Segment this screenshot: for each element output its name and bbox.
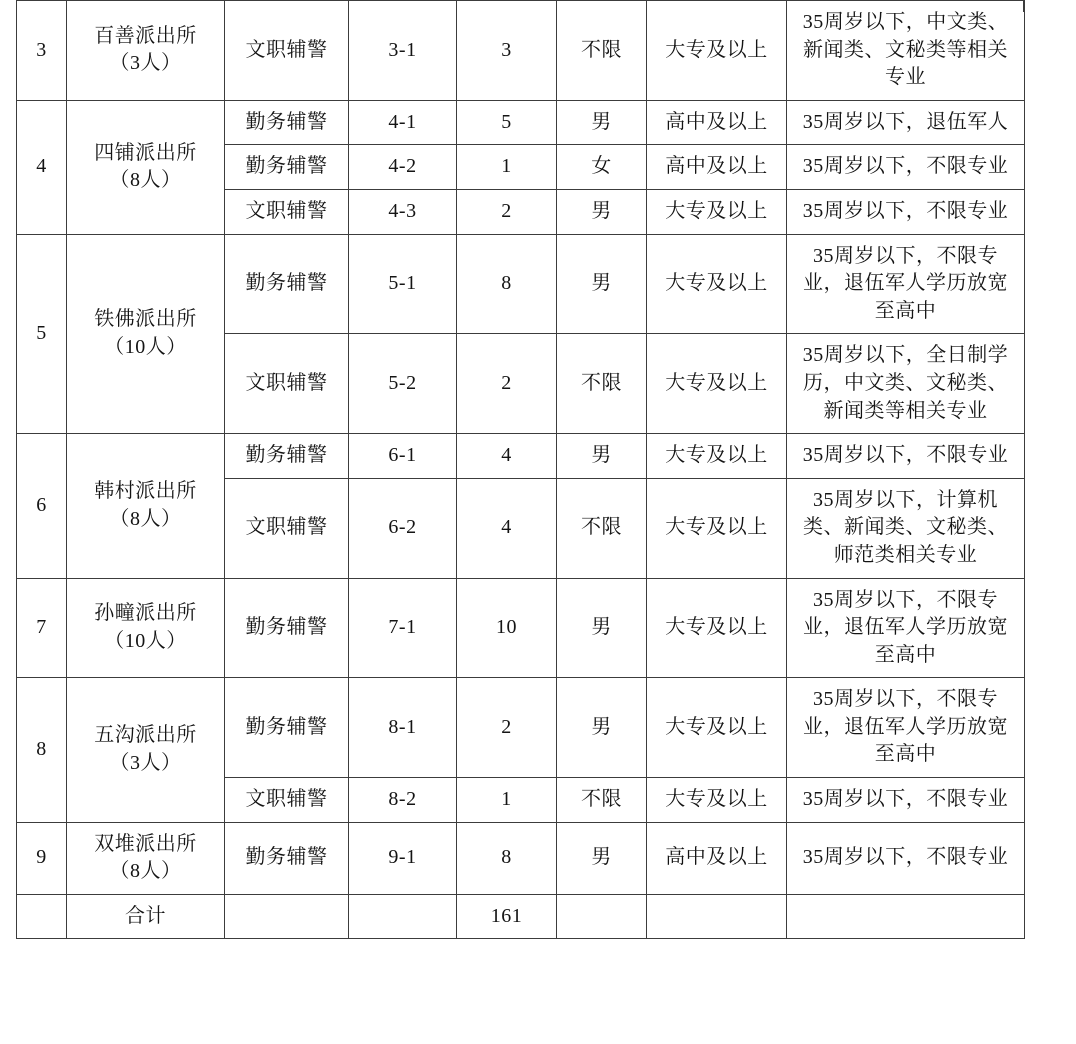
row-unit [67, 234, 225, 434]
row-education: 大专及以上 [647, 1, 787, 101]
row-count: 2 [457, 334, 557, 434]
row-count: 4 [457, 434, 557, 479]
row-count: 1 [457, 778, 557, 823]
table-total-row [17, 894, 1025, 939]
row-code: 4-3 [349, 189, 457, 234]
row-index: 5 [17, 234, 67, 434]
row-education: 大专及以上 [647, 189, 787, 234]
row-requirement [787, 1, 1025, 101]
requirement-text: 35周岁以下，计算机类、新闻类、文秘类、师范类相关专业 [803, 488, 1008, 566]
row-education: 大专及以上 [647, 678, 787, 778]
row-post: 文职辅警 [225, 478, 349, 578]
row-unit [67, 434, 225, 578]
table-row [17, 822, 1025, 894]
row-post: 勤务辅警 [225, 578, 349, 678]
row-code: 8-2 [349, 778, 457, 823]
row-code: 9-1 [349, 822, 457, 894]
row-post: 文职辅警 [225, 1, 349, 101]
row-post: 文职辅警 [225, 189, 349, 234]
total-label: 合计 [67, 894, 225, 939]
row-education: 大专及以上 [647, 334, 787, 434]
total-gender [557, 894, 647, 939]
row-gender: 男 [557, 100, 647, 145]
row-count: 4 [457, 478, 557, 578]
row-count: 2 [457, 678, 557, 778]
row-code: 3-1 [349, 1, 457, 101]
row-count: 1 [457, 145, 557, 190]
row-education: 大专及以上 [647, 778, 787, 823]
row-post: 文职辅警 [225, 778, 349, 823]
recruitment-table [16, 0, 1025, 939]
row-post: 文职辅警 [225, 334, 349, 434]
row-education: 大专及以上 [647, 478, 787, 578]
requirement-text: 35周岁以下，退伍军人 [802, 110, 1009, 133]
row-requirement [787, 434, 1025, 479]
unit-name: 五沟派出所 [94, 724, 197, 747]
row-post: 勤务辅警 [225, 434, 349, 479]
row-code: 8-1 [349, 678, 457, 778]
row-requirement [787, 778, 1025, 823]
row-unit [67, 678, 225, 822]
row-gender: 男 [557, 822, 647, 894]
row-gender: 不限 [557, 478, 647, 578]
row-gender: 不限 [557, 334, 647, 434]
row-index: 6 [17, 434, 67, 578]
requirement-text: 35周岁以下，不限专业 [802, 444, 1009, 467]
row-requirement [787, 478, 1025, 578]
row-gender: 男 [557, 189, 647, 234]
row-education: 高中及以上 [647, 822, 787, 894]
requirement-text: 35周岁以下，不限专业 [802, 846, 1009, 869]
unit-name: 孙疃派出所 [94, 602, 197, 625]
table-row [17, 234, 1025, 334]
table-row [17, 678, 1025, 778]
row-requirement [787, 822, 1025, 894]
requirement-text: 35周岁以下，不限专业，退伍军人学历放宽至高中 [803, 688, 1008, 766]
unit-quota: （3人） [109, 751, 182, 774]
row-code: 6-1 [349, 434, 457, 479]
unit-quota: （8人） [109, 860, 182, 883]
row-gender: 男 [557, 234, 647, 334]
row-unit [67, 1, 225, 101]
total-code [349, 894, 457, 939]
row-gender: 不限 [557, 778, 647, 823]
unit-quota: （3人） [109, 52, 182, 75]
unit-name: 四铺派出所 [94, 141, 197, 164]
row-post: 勤务辅警 [225, 234, 349, 334]
unit-quota: （10人） [104, 335, 187, 358]
row-gender: 男 [557, 678, 647, 778]
requirement-text: 35周岁以下，不限专业 [802, 788, 1009, 811]
row-count: 10 [457, 578, 557, 678]
requirement-text: 35周岁以下，全日制学历，中文类、文秘类、新闻类等相关专业 [802, 344, 1009, 422]
row-education: 大专及以上 [647, 434, 787, 479]
row-count: 8 [457, 234, 557, 334]
row-requirement [787, 100, 1025, 145]
row-code: 7-1 [349, 578, 457, 678]
row-gender: 不限 [557, 1, 647, 101]
table-row [17, 100, 1025, 145]
row-education: 高中及以上 [647, 145, 787, 190]
row-index: 7 [17, 578, 67, 678]
unit-name: 韩村派出所 [94, 480, 197, 503]
table-row [17, 1, 1025, 101]
total-education [647, 894, 787, 939]
row-post: 勤务辅警 [225, 678, 349, 778]
row-requirement [787, 334, 1025, 434]
unit-name: 百善派出所 [94, 24, 197, 47]
row-education: 大专及以上 [647, 578, 787, 678]
row-education: 大专及以上 [647, 234, 787, 334]
row-count: 5 [457, 100, 557, 145]
requirement-text: 35周岁以下，不限专业 [802, 199, 1009, 222]
row-count: 8 [457, 822, 557, 894]
row-index: 4 [17, 100, 67, 234]
row-post: 勤务辅警 [225, 100, 349, 145]
row-requirement [787, 678, 1025, 778]
row-requirement [787, 189, 1025, 234]
row-education: 高中及以上 [647, 100, 787, 145]
row-unit [67, 822, 225, 894]
row-gender: 女 [557, 145, 647, 190]
row-code: 5-2 [349, 334, 457, 434]
requirement-text: 35周岁以下，中文类、新闻类、文秘类等相关专业 [802, 11, 1009, 89]
total-index [17, 894, 67, 939]
table-row [17, 578, 1025, 678]
total-post [225, 894, 349, 939]
unit-name: 双堆派出所 [94, 832, 197, 855]
row-unit [67, 578, 225, 678]
unit-name: 铁佛派出所 [94, 308, 197, 331]
row-count: 2 [457, 189, 557, 234]
row-requirement [787, 578, 1025, 678]
row-requirement [787, 145, 1025, 190]
requirement-text: 35周岁以下，不限专业，退伍军人学历放宽至高中 [803, 588, 1008, 666]
requirement-text: 35周岁以下，不限专业，退伍军人学历放宽至高中 [803, 244, 1008, 322]
row-code: 4-1 [349, 100, 457, 145]
total-requirement [787, 894, 1025, 939]
row-gender: 男 [557, 434, 647, 479]
row-index: 3 [17, 1, 67, 101]
table-row [17, 434, 1025, 479]
row-post: 勤务辅警 [225, 145, 349, 190]
row-requirement [787, 234, 1025, 334]
row-code: 4-2 [349, 145, 457, 190]
row-count: 3 [457, 1, 557, 101]
requirement-text: 35周岁以下，不限专业 [802, 155, 1009, 178]
row-index: 8 [17, 678, 67, 822]
row-post: 勤务辅警 [225, 822, 349, 894]
row-code: 6-2 [349, 478, 457, 578]
row-gender: 男 [557, 578, 647, 678]
row-code: 5-1 [349, 234, 457, 334]
unit-quota: （8人） [109, 169, 182, 192]
row-unit [67, 100, 225, 234]
unit-quota: （10人） [104, 629, 187, 652]
total-count: 161 [457, 894, 557, 939]
row-index: 9 [17, 822, 67, 894]
unit-quota: （8人） [109, 507, 182, 530]
